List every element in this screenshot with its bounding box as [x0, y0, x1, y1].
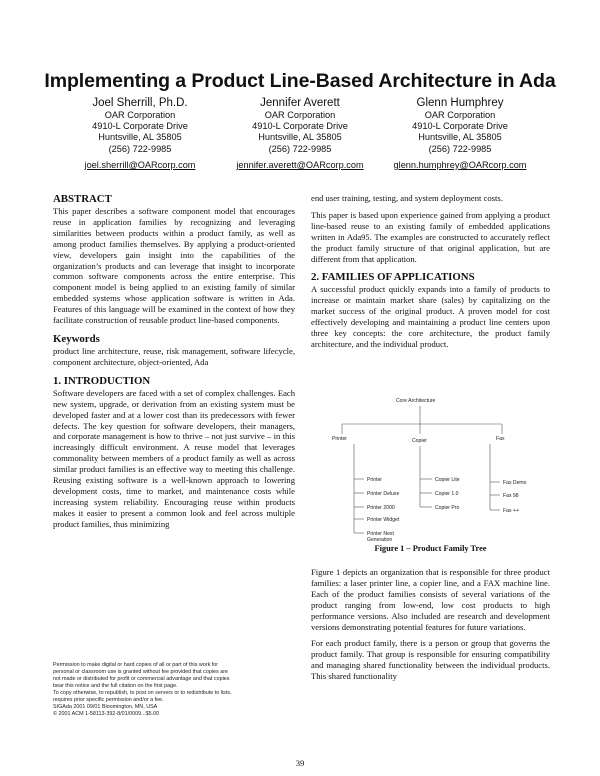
- copyright-line: not made or distributed for profit or commercial advantage and that copies: [53, 676, 230, 682]
- author-name: Jennifer Averett: [260, 97, 340, 109]
- product-family-tree-figure: [320, 390, 550, 558]
- author-address-1: 4910-L Corporate Drive: [92, 121, 188, 132]
- left-column: [53, 193, 295, 530]
- paper-title: Implementing a Product Line-Based Architecture in Ada: [44, 70, 556, 92]
- copier-product-label: Copier Lite: [435, 477, 460, 483]
- families-heading: 2. FAMILIES OF APPLICATIONS: [311, 271, 475, 284]
- printer-product-label: Printer Deluxe: [367, 491, 400, 497]
- keywords-heading: Keywords: [53, 332, 100, 345]
- copyright-line: © 2001 ACM 1-58113-392-8/01/0009...$5.00: [53, 711, 160, 717]
- introduction-text: Software developers are faced with a set of complex challenges. Each new system, upgrade, or derivation from an existing system must be developed faster and at a lower cost than its predecessors with fewer defects. The key question for software developers, their managers, and corporate management is how to thrive – not just survive – in this increasingly difficult environment. A reuse model that leverages commonality between members of a product family as well as across similar product families is an effective way to meeting this challenge. Reusing existing software is a well-known approach to lowering development costs, time to market, and maintenance costs while increasing system reliability. Encouraging reuse within products makes it easier to present a common look and feel across multiple product families, thus minimizing: [53, 387, 295, 529]
- fax-product-label: Fax ++: [503, 508, 519, 514]
- product-family-governance-text: For each product family, there is a person or group that governs the product family. That group is responsible for ensuring compatibility and managing shared functionality between the individual products. This shared functionality: [311, 638, 550, 682]
- copyright-line: Permission to make digital or hard copies of all or part of this work for: [53, 662, 219, 668]
- abstract-text: This paper describes a software component model that encourages reuse in application families by recognizing and leveraging similarities between products within a product family, as well as among product families themselves. By applying a product-oriented view, developers gain insight into the capabilities of the organization’s products and can leverage that insight to incorporate common software components across the entire enterprise. This component model is being applied to an existing family of similar embedded systems whose application software is written in Ada. Features of this language will be examined in the context of how they facilitate construction of reusable product line-based components.: [53, 206, 295, 326]
- author-phone: (256) 722-9985: [268, 143, 332, 154]
- copyright-line: personal or classroom use is granted without fee provided that copies are: [53, 669, 228, 675]
- author-block-3: [365, 96, 555, 171]
- introduction-heading: 1. INTRODUCTION: [53, 374, 151, 387]
- author-address-2: Huntsville, AL 35805: [258, 132, 342, 143]
- author-phone: (256) 722-9985: [428, 143, 492, 154]
- copier-product-label: Copier 1.0: [435, 491, 459, 497]
- copyright-line: SIGAda 2001 09/01 Bloomington, MN, USA: [53, 704, 158, 710]
- families-text: A successful product quickly expands into a family of products to increase or maintain market share (sales) by capitalizing on the market success of the original product. A proven model for cost effectively developing and maintaining a product line centers upon three key concepts: the core architecture, the product family architecture, and the individual product.: [311, 284, 550, 349]
- author-org: OAR Corporation: [264, 110, 336, 120]
- page-number: 39: [295, 758, 305, 768]
- copyright-line: To copy otherwise, to republish, to post on servers or to redistribute to lists,: [53, 690, 232, 696]
- figure-description-text: Figure 1 depicts an organization that is responsible for three product families: a laser printer line, a copier line, and a FAX machine line. Each of the product families consists of several variations of the product ranging from low-end, low cost products to high performance versions. Also included are research and development versions demonstrating potential features for future variations.: [311, 567, 550, 632]
- copyright-line: requires prior specific permission and/or a fee.: [53, 697, 164, 703]
- copyright-notice: [53, 662, 298, 718]
- author-phone: (256) 722-9985: [108, 143, 172, 154]
- family-fax-label: Fax: [496, 436, 505, 442]
- printer-product-label: Printer Next: [367, 531, 394, 537]
- fax-product-label: Fax Demo: [503, 480, 527, 486]
- fax-product-label: Fax 98: [503, 493, 519, 499]
- author-name: Joel Sherrill, Ph.D.: [92, 97, 188, 109]
- copier-product-label: Copier Pro: [435, 505, 460, 511]
- copyright-line: bear this notice and the full citation on the first page.: [53, 683, 178, 689]
- paragraph-experience: This paper is based upon experience gained from applying a product line-based reuse to an existing family of embedded applications written in Ada95. The examples are constructed to accurately reflect the product family structure of that original application, but are different from that application.: [311, 209, 550, 264]
- family-copier-label: Copier: [412, 438, 428, 444]
- author-address-1: 4910-L Corporate Drive: [252, 121, 348, 132]
- printer-product-label: Printer Widget: [367, 517, 400, 523]
- author-org: OAR Corporation: [424, 110, 496, 120]
- author-name: Glenn Humphrey: [416, 97, 504, 109]
- right-column-lower: [311, 567, 550, 682]
- printer-product-label: Printer: [367, 477, 383, 483]
- printer-product-label: Generation: [367, 537, 393, 543]
- right-column: [311, 193, 550, 350]
- author-org: OAR Corporation: [104, 110, 176, 120]
- author-address-2: Huntsville, AL 35805: [418, 132, 502, 143]
- figure-caption: Figure 1 – Product Family Tree: [374, 544, 487, 553]
- author-email-link[interactable]: joel.sherrill@OARcorp.com: [84, 159, 196, 170]
- author-email-link[interactable]: glenn.humphrey@OARcorp.com: [393, 159, 527, 170]
- keywords-text: product line architecture, reuse, risk management, software lifecycle, component architecture, object-oriented, Ada: [53, 345, 295, 367]
- abstract-heading: ABSTRACT: [53, 193, 112, 205]
- author-address-1: 4910-L Corporate Drive: [412, 121, 508, 132]
- continuation-text: end user training, testing, and system deployment costs.: [311, 193, 503, 203]
- tree-root-label: Core Architecture: [396, 398, 436, 404]
- author-address-2: Huntsville, AL 35805: [98, 132, 182, 143]
- printer-product-label: Printer 2000: [367, 505, 395, 511]
- author-email-link[interactable]: jennifer.averett@OARcorp.com: [236, 159, 364, 170]
- family-printer-label: Printer: [332, 436, 348, 442]
